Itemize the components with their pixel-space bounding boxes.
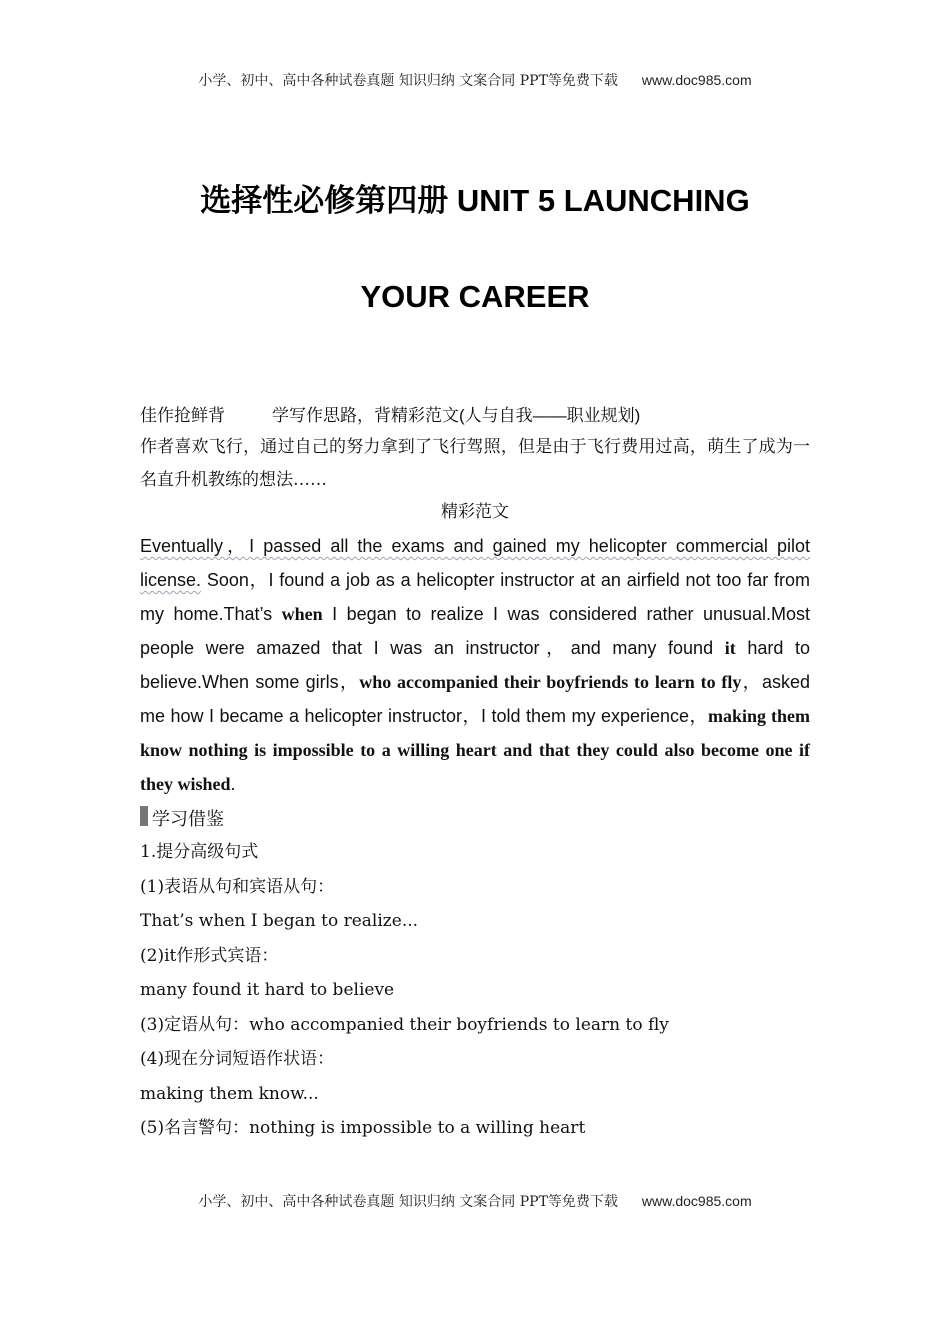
essay-paragraph — [140, 529, 810, 801]
header-url[interactable]: www.doc985.com — [641, 72, 752, 88]
list-item: That’s when I began to realize... — [140, 911, 419, 931]
list-item: (2)it作形式宾语： — [140, 945, 279, 966]
essay-text-3: Soon，I found a job as a helicopter instructor at an airfield not too far from my home.That’s — [140, 570, 810, 624]
essay-text-1: Eventually，I passed all the exams and gained my helicopter commercial pilot — [140, 536, 810, 556]
intro-label: 佳作抢鲜背 — [140, 406, 225, 426]
footer-text: 小学、初中、高中各种试卷真题 知识归纳 文案合同 PPT等免费下载 — [198, 1194, 618, 1210]
study-section-heading — [140, 805, 810, 835]
essay-text-5: hard to believe.When some girls， — [140, 638, 810, 692]
essay-text-2: license. — [140, 570, 202, 590]
essay-bold-clause: who accompanied their boyfriends to learn to fly — [359, 672, 742, 692]
intro-heading-row — [140, 403, 810, 429]
list-item: (1)表语从句和宾语从句： — [140, 876, 335, 897]
footer-url[interactable]: www.doc985.com — [641, 1193, 752, 1209]
essay-text-7: . — [230, 774, 236, 794]
document-title-line-1: 选择性必修第四册 UNIT 5 LAUNCHING — [200, 183, 750, 218]
list-item: many found it hard to believe — [140, 980, 395, 1000]
essay-text-6: ，asked me how I became a helicopter instructor，I told them my experience， — [140, 672, 810, 726]
page-footer — [0, 1191, 950, 1211]
essay-text-4: I began to realize I was considered rather unusual.Most people were amazed that I was an instructor，and many found — [140, 604, 811, 658]
list-item: making them know... — [140, 1083, 319, 1104]
document-title-line-2: YOUR CAREER — [360, 279, 590, 314]
intro-summary: 作者喜欢飞行，通过自己的努力拿到了飞行驾照，但是由于飞行费用过高，萌生了成为一名直升机教练的想法…… — [140, 437, 810, 490]
section-marker-icon — [140, 806, 148, 826]
study-list — [140, 835, 810, 1146]
essay-bold-it: it — [724, 638, 736, 658]
list-item: (3)定语从句：who accompanied their boyfriends to learn to fly — [140, 1014, 669, 1035]
essay-bold-participle: making them know nothing is impossible to a willing heart and that they could also become one if they wished — [140, 706, 810, 794]
list-item: (5)名言警句：nothing is impossible to a willing heart — [140, 1118, 586, 1138]
study-heading: 学习借鉴 — [152, 809, 224, 830]
list-item: 1.提分高级句式 — [140, 842, 259, 862]
essay-bold-when: when — [281, 604, 323, 624]
list-item: (4)现在分词短语作状语： — [140, 1049, 335, 1069]
document-body — [140, 403, 810, 1146]
header-text: 小学、初中、高中各种试卷真题 知识归纳 文案合同 PPT等免费下载 — [198, 73, 618, 89]
intro-heading: 学写作思路，背精彩范文(人与自我——职业规划) — [272, 406, 641, 425]
page-header — [0, 70, 950, 90]
essay-heading: 精彩范文 — [441, 502, 509, 521]
